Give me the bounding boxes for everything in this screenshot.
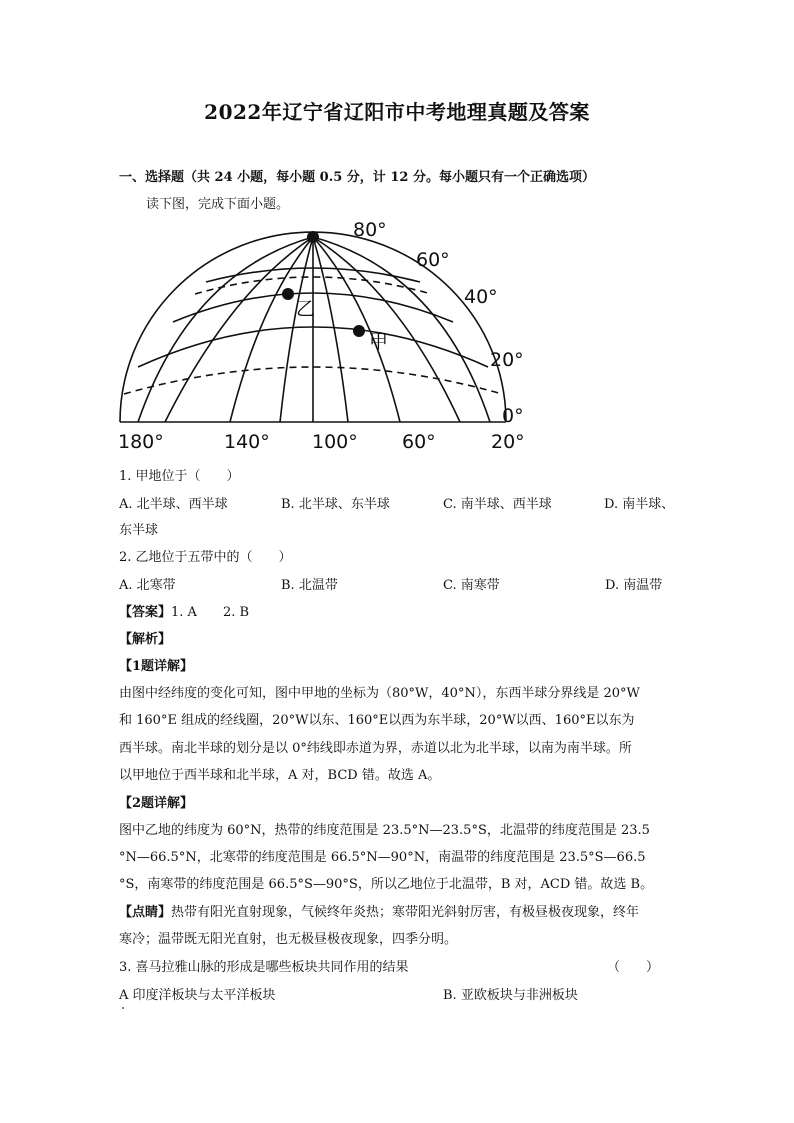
point-yi-label: 乙: [296, 298, 316, 320]
analysis-label: 【解析】: [119, 632, 172, 647]
lon-label-100: 100°: [312, 431, 358, 453]
detail1-line1: 由图中经纬度的变化可知，图中甲地的坐标为（80°W，40°N），东西半球分界线是 20°W: [119, 686, 640, 701]
q2-option-d[interactable]: D. 南温带: [605, 578, 663, 593]
meridian-140: [165, 237, 316, 422]
q3-option-a[interactable]: A 印度洋板块与太平洋板块: [119, 988, 276, 1003]
lat-label-80: 80°: [353, 219, 387, 241]
q1-option-a[interactable]: A. 北半球、西半球: [119, 497, 228, 512]
q1-option-d[interactable]: D. 南半球、: [604, 497, 675, 512]
answer-label: 【答案】: [119, 605, 172, 620]
lon-label-140: 140°: [224, 431, 270, 453]
stray-dot-mark: [122, 1007, 124, 1009]
q3-answer-blank: （ ）: [607, 960, 660, 975]
point-jia-dot: [353, 325, 365, 337]
point-jia-label: 甲: [369, 331, 389, 353]
detail1-line4: 以甲地位于西半球和北半球，A 对，BCD 错。故选 A。: [119, 768, 441, 783]
lon-label-20: 20°: [491, 431, 525, 453]
pole-point: [307, 231, 319, 243]
detail2-line1: 图中乙地的纬度为 60°N，热带的纬度范围是 23.5°N—23.5°S，北温带的纬度范围是 23.5: [119, 823, 650, 838]
q1-option-c[interactable]: C. 南半球、西半球: [443, 497, 552, 512]
answer-line: [119, 601, 249, 620]
detail1-heading: 【1题详解】: [119, 659, 194, 674]
detail2-line3: °S，南寒带的纬度范围是 66.5°S—90°S，所以乙地位于北温带，B 对，ACD 错。故选 B。: [119, 877, 654, 892]
q2-stem: 2. 乙地位于五带中的（ ）: [119, 550, 292, 565]
q2-option-c[interactable]: C. 南寒带: [443, 578, 500, 593]
answer-text: 1. A 2. B: [171, 605, 250, 620]
q3-option-b[interactable]: B. 亚欧板块与非洲板块: [443, 988, 578, 1003]
tip-line1: [119, 901, 639, 920]
meridian-100a: [280, 237, 316, 422]
intro-text: 读下图，完成下面小题。: [146, 197, 290, 212]
meridian-80: [313, 237, 348, 422]
lat-label-40: 40°: [464, 286, 498, 308]
page-title: 2022年辽宁省辽阳市中考地理真题及答案: [204, 100, 590, 124]
q1-option-d-cont: 东半球: [119, 523, 159, 538]
q1-option-b[interactable]: B. 北半球、东半球: [281, 497, 390, 512]
meridian-20: [313, 237, 490, 422]
detail1-line2: 和 160°E 组成的经线圈，20°W以东、160°E以西为东半球，20°W以西、160°E以东为: [119, 713, 635, 728]
q3-stem: 3. 喜马拉雅山脉的形成是哪些板块共同作用的结果: [119, 960, 409, 975]
q2-option-a[interactable]: A. 北寒带: [119, 578, 176, 593]
section-heading: 一、选择题（共 24 小题，每小题 0.5 分，计 12 分。每小题只有一个正确选项）: [119, 170, 595, 185]
q1-stem: 1. 甲地位于（ ）: [119, 469, 240, 484]
q2-option-b[interactable]: B. 北温带: [281, 578, 338, 593]
meridian-160: [138, 237, 316, 422]
lat-label-0: 0°: [502, 405, 524, 427]
tip-text1: 热带有阳光直射现象，气候终年炎热；寒带阳光斜射厉害，有极昼极夜现象，终年: [171, 905, 640, 920]
lat-label-20: 20°: [490, 349, 524, 371]
detail2-line2: °N—66.5°N，北寒带的纬度范围是 66.5°N—90°N，南温带的纬度范围是 23.5°S—66.5: [119, 850, 646, 865]
globe-grid-figure: [110, 212, 530, 457]
lon-label-180: 180°: [118, 431, 164, 453]
tip-line2: 寒冷；温带既无阳光直射，也无极昼极夜现象，四季分明。: [119, 932, 458, 947]
lat-label-60: 60°: [416, 249, 450, 271]
detail2-heading: 【2题详解】: [119, 796, 194, 811]
point-yi-dot: [282, 288, 294, 300]
detail1-line3: 西半球。南北半球的划分是以 0°纬线即赤道为界，赤道以北为北半球，以南为南半球。所: [119, 741, 632, 756]
lon-label-60: 60°: [402, 431, 436, 453]
tip-label: 【点睛】: [119, 905, 172, 920]
